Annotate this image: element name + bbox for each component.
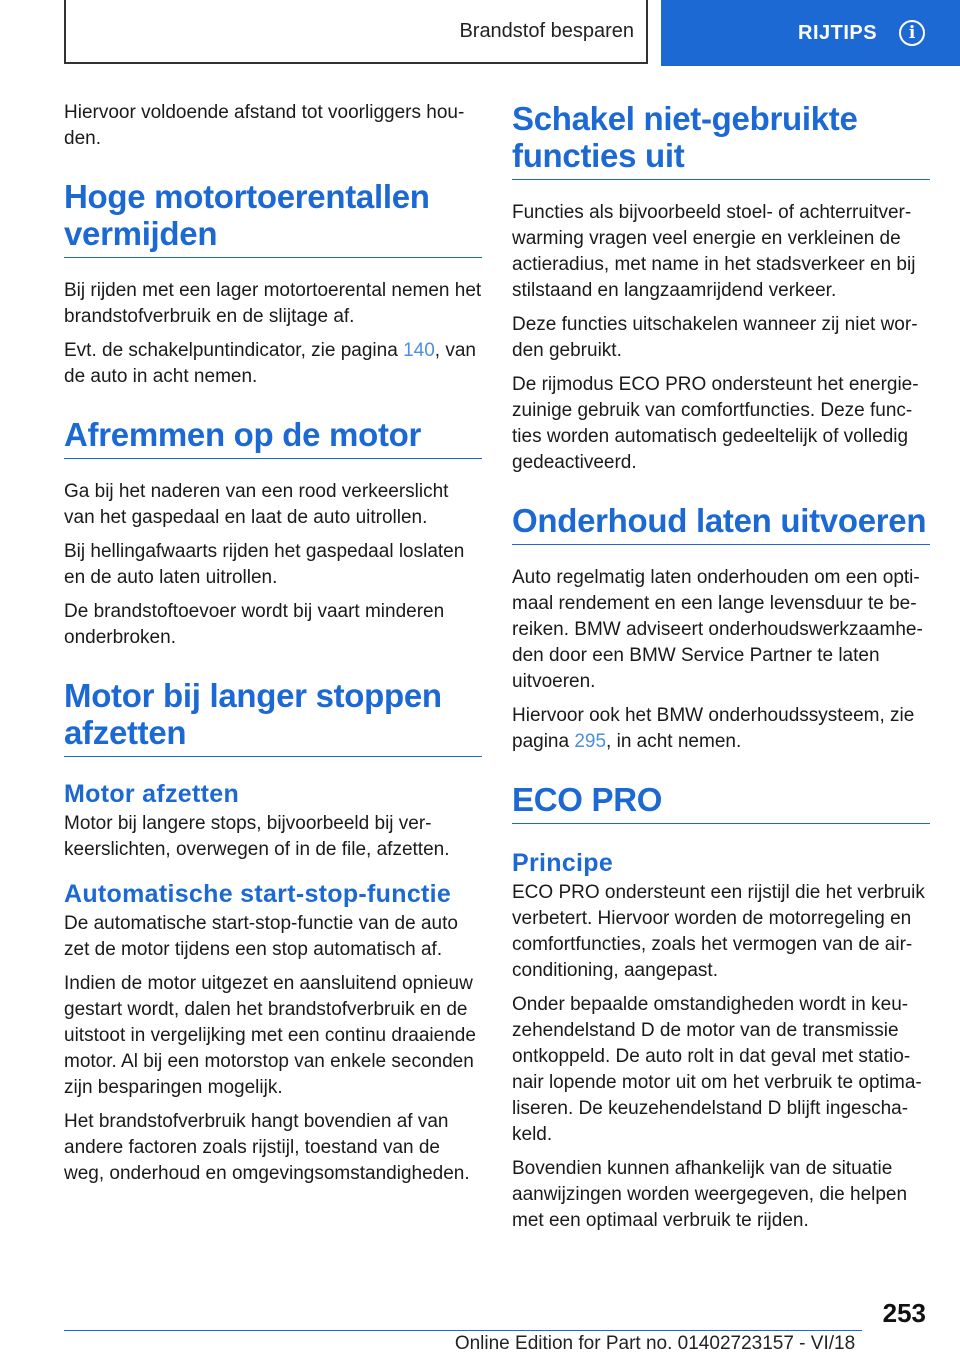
right-column: [512, 100, 930, 1242]
heading-afremmen: Afremmen op de motor: [64, 416, 482, 459]
subheading-start-stop: Automatische start-stop-functie: [64, 880, 452, 908]
heading-eco-pro: ECO PRO: [512, 781, 930, 824]
paragraph: Hiervoor voldoende afstand tot voorliggers hou-den.: [64, 102, 465, 149]
paragraph: De brandstoftoevoer wordt bij vaart minderen onderbroken.: [64, 601, 445, 648]
header-section-tab[interactable]: [661, 0, 960, 66]
paragraph: [64, 338, 482, 390]
edition-text: Online Edition for Part no. 01402723157 - VI/18: [454, 1333, 856, 1354]
paragraph: Bovendien kunnen afhankelijk van de situatie aanwijzingen worden weergegeven, die helpen met een optimaal verbruik te rijden.: [512, 1158, 908, 1231]
paragraph: Auto regelmatig laten onderhouden om een opti-maal rendement en een lange levensduur te be-reiken. BMW adviseert onderhoudswerkzaamhe-den door een BMW Service Partner te laten uitvoeren.: [512, 567, 923, 692]
heading-onderhoud: Onderhoud laten uitvoeren: [512, 502, 930, 545]
paragraph: Functies als bijvoorbeeld stoel- of achterruitver-warming vragen veel energie en verkleinen de actieradius, met name in het stadsverkeer en bij stilstaand en langzaamrijdend verkeer.: [512, 202, 916, 301]
text: , in acht nemen.: [606, 731, 742, 752]
page-number: 253: [882, 1298, 926, 1328]
paragraph: Het brandstofverbruik hangt bovendien af van andere factoren zoals rijstijl, toestand van de weg, onderhoud en omgevingsomstandigheden.: [64, 1111, 470, 1184]
paragraph: [512, 703, 930, 755]
footer-divider: [64, 1330, 862, 1331]
subheading-motor-afzetten: Motor afzetten: [64, 780, 240, 808]
paragraph: Bij rijden met een lager motortoerental nemen het brandstofverbruik en de slijtage af.: [64, 280, 482, 327]
footer-edition: [0, 1333, 960, 1355]
heading-hoge-motortoerentallen: Hoge motortoerentallen vermijden: [64, 178, 482, 258]
heading-motor-afzetten: Motor bij langer stoppen afzetten: [64, 677, 482, 757]
page-link-295[interactable]: 295: [574, 731, 607, 752]
paragraph: De rijmodus ECO PRO ondersteunt het energie-zuinige gebruik van comfortfuncties. Deze func-ties worden automatisch gedeeltelijk of volledig gedeactiveerd.: [512, 374, 919, 473]
header-chapter-box: [64, 0, 648, 64]
paragraph: De automatische start-stop-functie van de auto zet de motor tijdens een stop automatisch af.: [64, 913, 458, 960]
section-title: RIJTIPS: [798, 21, 878, 44]
paragraph: ECO PRO ondersteunt een rijstijl die het verbruik verbetert. Hiervoor worden de motorregeling en comfortfuncties, zoals het vermogen van de air-conditioning, aangepast.: [512, 882, 925, 981]
text: , van de auto in acht nemen.: [64, 340, 476, 387]
subheading-principe: Principe: [512, 849, 614, 877]
chapter-title: Brandstof besparen: [459, 19, 634, 42]
paragraph: Bij hellingafwaarts rijden het gaspedaal loslaten en de auto laten uitrollen.: [64, 541, 465, 588]
text: Evt. de schakelpuntindicator, zie pagina: [64, 340, 404, 361]
text: Hiervoor ook het BMW onderhoudssysteem, zie pagina: [512, 705, 915, 752]
left-column: [64, 100, 482, 1195]
paragraph: Motor bij langere stops, bijvoorbeeld bij ver-keerslichten, overwegen of in de file, afzetten.: [64, 813, 450, 860]
paragraph: Onder bepaalde omstandigheden wordt in keu-zehendelstand D de motor van de transmissie ontkoppeld. De auto rolt in dat geval met statio-nair lopende motor uit om het verbruik te optima-liseren. De keuzehendelstand D blijft ingescha-keld.: [512, 994, 922, 1145]
paragraph: Indien de motor uitgezet en aansluitend opnieuw gestart wordt, dalen het brandstofverbruik en de uitstoot in vergelijking met een continu draaiende motor. Al bij een motorstop van enkele seconden zijn besparingen mogelijk.: [64, 973, 476, 1098]
paragraph: Deze functies uitschakelen wanneer zij niet wor-den gebruikt.: [512, 314, 918, 361]
info-icon[interactable]: i: [899, 20, 925, 46]
page-link-140[interactable]: 140: [403, 340, 435, 361]
paragraph: Ga bij het naderen van een rood verkeerslicht van het gaspedaal en laat de auto uitrollen.: [64, 481, 449, 528]
heading-schakel-functies: Schakel niet-gebruikte functies uit: [512, 100, 930, 180]
